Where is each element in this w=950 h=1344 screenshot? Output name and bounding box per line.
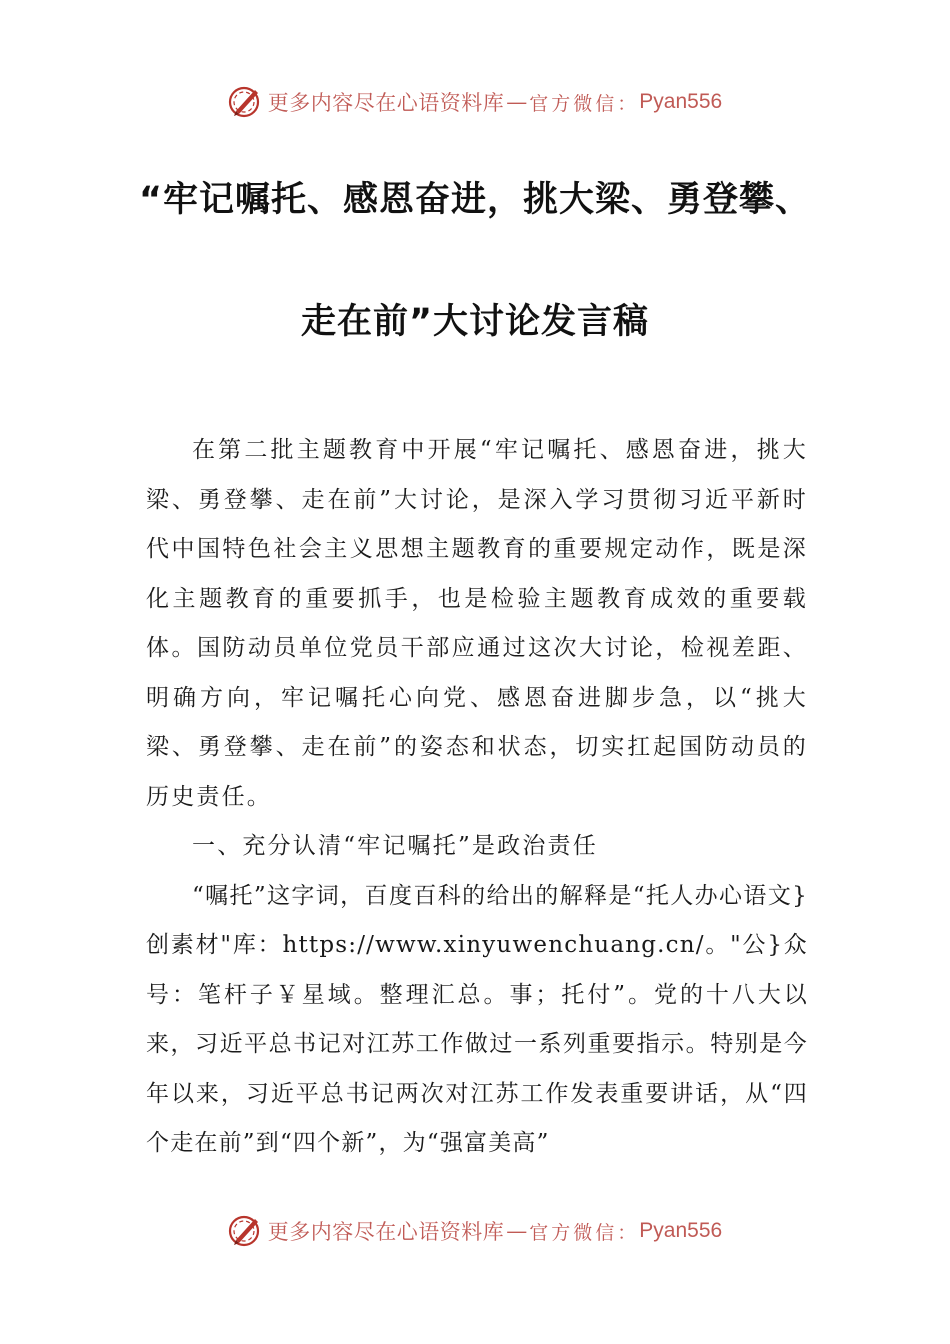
banner-separator: — [506,90,528,114]
header-watermark-banner [0,80,950,124]
section-heading-1: 一、充分认清“牢记嘱托”是政治责任 [192,833,598,859]
banner-brand-text: 更多内容尽在心语资料库 [267,91,505,115]
banner-separator: — [506,1219,528,1243]
footer-watermark-banner [0,1209,950,1253]
pen-logo-icon [228,1214,262,1248]
paragraph-intro: 在第二批主题教育中开展“牢记嘱托、感恩奋进，挑大梁、勇登攀、走在前”大讨论，是深入学习贯彻习近平新时代中国特色社会主义思想主题教育的重要规定动作，既是深化主题教育的重要抓手，也是检验主题教育成效的重要载体。国防动员单位党员干部应通过这次大讨论，检视差距、明确方向，牢记嘱托心向党、感恩奋进脚步急，以“挑大梁、勇登攀、走在前”的姿态和状态，切实扛起国防动员的历史责任。 [146,437,808,810]
document-body [146,426,808,1169]
banner-wechat-id: Pyan556 [639,1219,723,1242]
banner-brand-text: 更多内容尽在心语资料库 [267,1220,505,1244]
paragraph-entrust: “嘱托”这字词，百度百科的给出的解释是“托人办心语文}创素材"库：https://www.xinyuwenchuang.cn/。"公}众号：笔杆子￥星域。整理汇总。事；托付”。党的十八大以来，习近平总书记对江苏工作做过一系列重要指示。特别是今年以来，习近平总书记两次对江苏工作发表重要讲话，从“四个走在前”到“四个新”，为“强富美高” [146,882,808,1156]
banner-wechat-label: 官方微信： [529,1221,640,1244]
pen-logo-icon [228,85,262,119]
banner-wechat-label: 官方微信： [529,92,640,115]
document-title-line-2: 走在前”大讨论发言稿 [300,302,649,342]
banner-wechat-id: Pyan556 [639,90,723,113]
document-title-line-1: “牢记嘱托、感恩奋进，挑大梁、勇登攀、 [138,180,811,220]
